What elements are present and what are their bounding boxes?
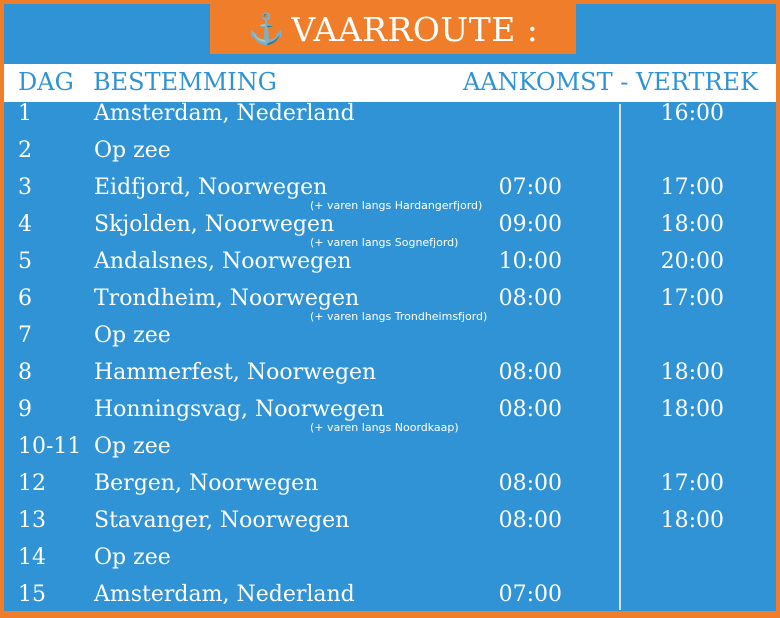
departure-cell: 18:00 xyxy=(660,397,724,422)
departure-cell: 17:00 xyxy=(660,471,724,496)
destination-cell: Honningsvag, Noorwegen xyxy=(94,397,385,422)
column-header-aankomst-vertrek: AANKOMST - VERTREK xyxy=(462,68,758,96)
departure-cell: 18:00 xyxy=(660,508,724,533)
destination-cell: Andalsnes, Noorwegen xyxy=(94,249,352,274)
destination-cell: Op zee xyxy=(94,545,171,570)
departure-cell: 18:00 xyxy=(660,360,724,385)
arrival-cell: 08:00 xyxy=(498,360,562,385)
destination-cell: Eidfjord, Noorwegen xyxy=(94,175,328,200)
day-cell: 9 xyxy=(18,397,32,422)
table-row xyxy=(4,175,776,211)
arrival-cell: 09:00 xyxy=(498,212,562,237)
table-row xyxy=(4,582,776,618)
table-row xyxy=(4,360,776,396)
column-header-dag: DAG xyxy=(18,68,74,96)
itinerary-panel xyxy=(4,4,776,611)
day-cell: 8 xyxy=(18,360,32,385)
table-row xyxy=(4,286,776,322)
arrival-cell: 08:00 xyxy=(498,471,562,496)
table-row xyxy=(4,101,776,137)
departure-cell: 17:00 xyxy=(660,286,724,311)
table-row xyxy=(4,397,776,433)
arrival-cell: 08:00 xyxy=(498,286,562,311)
day-cell: 5 xyxy=(18,249,32,274)
route-note: (+ varen langs Noordkaap) xyxy=(310,421,459,434)
day-cell: 4 xyxy=(18,212,32,237)
destination-cell: Bergen, Noorwegen xyxy=(94,471,319,496)
route-note: (+ varen langs Sognefjord) xyxy=(310,236,459,249)
destination-cell: Amsterdam, Nederland xyxy=(94,582,355,607)
destination-cell: Op zee xyxy=(94,138,171,163)
title-banner xyxy=(210,4,576,54)
departure-cell: 16:00 xyxy=(660,101,724,126)
arrival-cell: 10:00 xyxy=(498,249,562,274)
route-note: (+ varen langs Hardangerfjord) xyxy=(310,199,483,212)
destination-cell: Amsterdam, Nederland xyxy=(94,101,355,126)
arrival-cell: 08:00 xyxy=(498,397,562,422)
day-cell: 13 xyxy=(18,508,46,533)
departure-cell: 18:00 xyxy=(660,212,724,237)
table-row xyxy=(4,471,776,507)
route-note: (+ varen langs Trondheimsfjord) xyxy=(310,310,488,323)
destination-cell: Skjolden, Noorwegen xyxy=(94,212,335,237)
table-row xyxy=(4,249,776,285)
day-cell: 14 xyxy=(18,545,46,570)
anchor-icon: ⚓ xyxy=(247,11,286,47)
table-row xyxy=(4,138,776,174)
table-row xyxy=(4,212,776,248)
table-row xyxy=(4,545,776,581)
day-cell: 1 xyxy=(18,101,32,126)
table-row xyxy=(4,323,776,359)
destination-cell: Op zee xyxy=(94,323,171,348)
day-cell: 15 xyxy=(18,582,46,607)
destination-cell: Trondheim, Noorwegen xyxy=(94,286,360,311)
departure-cell: 20:00 xyxy=(660,249,724,274)
destination-cell: Stavanger, Noorwegen xyxy=(94,508,350,533)
arrival-cell: 07:00 xyxy=(498,175,562,200)
table-header xyxy=(4,64,776,102)
destination-cell: Hammerfest, Noorwegen xyxy=(94,360,377,385)
day-cell: 3 xyxy=(18,175,32,200)
day-cell: 6 xyxy=(18,286,32,311)
destination-cell: Op zee xyxy=(94,434,171,459)
day-cell: 10-11 xyxy=(18,434,82,459)
page-title: VAARROUTE : xyxy=(291,9,539,49)
day-cell: 2 xyxy=(18,138,32,163)
day-cell: 7 xyxy=(18,323,32,348)
table-row xyxy=(4,434,776,470)
arrival-cell: 07:00 xyxy=(498,582,562,607)
table-row xyxy=(4,508,776,544)
departure-cell: 17:00 xyxy=(660,175,724,200)
arrival-cell: 08:00 xyxy=(498,508,562,533)
day-cell: 12 xyxy=(18,471,46,496)
column-header-bestemming: BESTEMMING xyxy=(93,68,277,96)
